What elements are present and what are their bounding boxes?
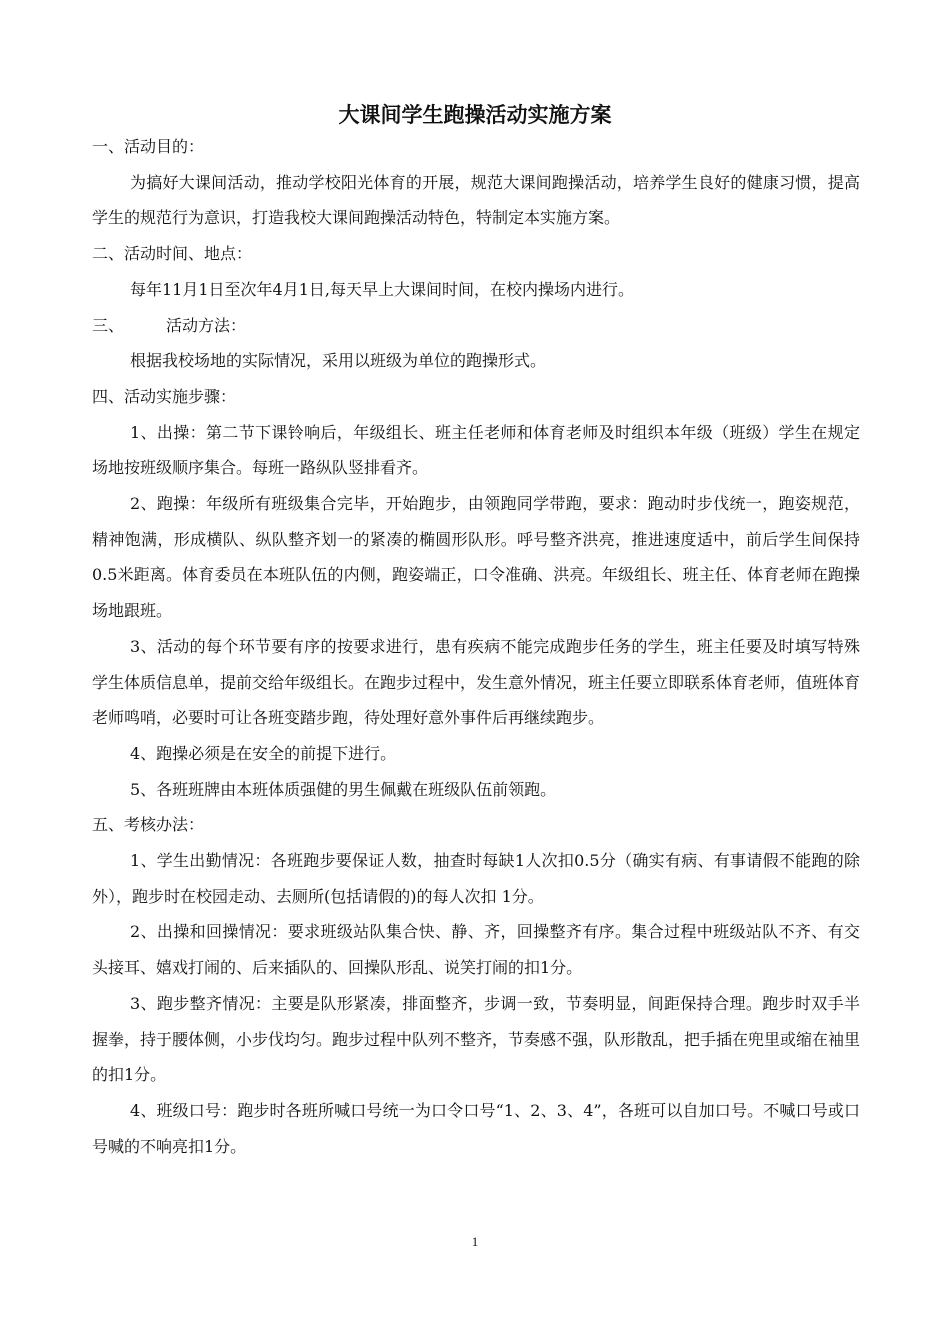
paragraph: 2、跑操：年级所有班级集合完毕，开始跑步，由领跑同学带跑，要求：跑动时步伐统一，跑姿规范，精神饱满，形成横队、纵队整齐划一的紧凑的椭圆形队形。呼号整齐洪亮，推进速度适中，前后学生间保持0.5米距离。体育委员在本班队伍的内侧，跑姿端正，口令准确、洪亮。年级组长、班主任、体育老师在跑操场地跟班。 [92, 494, 860, 621]
paragraph: 4、跑操必须是在安全的前提下进行。 [130, 743, 397, 763]
section-heading: 一、活动目的： [92, 137, 205, 156]
paragraph: 2、出操和回操情况：要求班级站队集合快、静、齐，回操整齐有序。集合过程中班级站队不齐、有交头接耳、嬉戏打闹的、后来插队的、回操队形乱、说笑打闹的扣1分。 [92, 922, 860, 978]
section-heading: 四、活动实施步骤： [92, 386, 237, 406]
paragraph: 1、出操：第二节下课铃响后，年级组长、班主任老师和体育老师及时组织本年级（班级）学生在规定场地按班级顺序集合。每班一路纵队竖排看齐。 [92, 422, 860, 478]
page-number: 1 [471, 1234, 479, 1249]
paragraph: 3、跑步整齐情况：主要是队形紧凑，排面整齐，步调一致，节奏明显，间距保持合理。跑步时双手半握拳，持于腰体侧，小步伐均匀。跑步过程中队列不整齐，节奏感不强，队形散乱，把手插在兜里或缩在袖里的扣1分。 [92, 993, 861, 1085]
document-body [92, 129, 860, 1164]
paragraph: 1、学生出勤情况：各班跑步要保证人数，抽查时每缺1人次扣0.5分（确实有病、有事请假不能跑的除外），跑步时在校园走动、去厕所(包括请假的)的每人次扣 1分。 [92, 851, 860, 906]
section-heading-text: 活动方法： [166, 315, 247, 335]
paragraph: 根据我校场地的实际情况，采用以班级为单位的跑操形式。 [130, 351, 547, 371]
section-heading [92, 308, 860, 344]
section-heading: 五、考核办法： [92, 815, 205, 835]
document-title: 大课间学生跑操活动实施方案 [338, 102, 612, 127]
paragraph: 为搞好大课间活动，推动学校阳光体育的开展，规范大课间跑操活动，培养学生良好的健康习惯，提高学生的规范行为意识，打造我校大课间跑操活动特色，特制定本实施方案。 [92, 172, 860, 228]
paragraph: 每年11月1日至次年4月1日,每天早上大课间时间，在校内操场内进行。 [130, 279, 634, 299]
section-heading-number: 三、 [92, 315, 125, 335]
section-heading: 二、活动时间、地点： [92, 244, 253, 264]
paragraph: 4、班级口号：跑步时各班所喊口号统一为口令口号“1、2、3、4”，各班可以自加口号。不喊口号或口号喊的不响亮扣1分。 [92, 1100, 860, 1156]
paragraph: 5、各班班牌由本班体质强健的男生佩戴在班级队伍前领跑。 [130, 779, 557, 799]
paragraph: 3、活动的每个环节要有序的按要求进行，患有疾病不能完成跑步任务的学生，班主任要及时填写特殊学生体质信息单，提前交给年级组长。在跑步过程中，发生意外情况，班主任要立即联系体育老师，值班体育老师鸣哨，必要时可让各班变踏步跑，待处理好意外事件后再继续跑步。 [92, 636, 861, 728]
